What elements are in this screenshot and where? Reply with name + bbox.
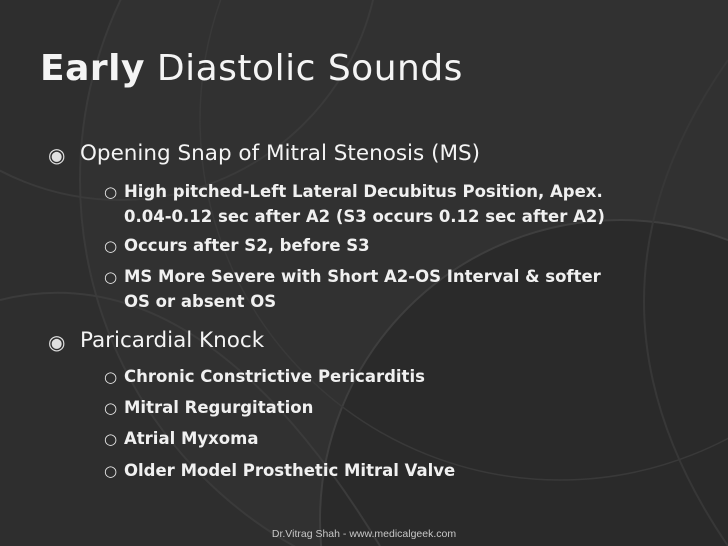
- sub-bullet-text: Older Model Prosthetic Mitral Valve: [124, 461, 456, 480]
- hollow-circle-bullet-icon: ○: [104, 183, 118, 201]
- sub-bullet-text: Mitral Regurgitation: [124, 398, 314, 417]
- sub-bullet-text: MS More Severe with Short A2-OS Interval & softer: [124, 267, 601, 286]
- section-heading-text: Opening Snap of Mitral Stenosis (MS): [80, 141, 481, 166]
- section-heading-text: Paricardial Knock: [80, 328, 265, 353]
- title-rest: Diastolic Sounds: [144, 48, 463, 89]
- title-bold: Early: [40, 48, 145, 89]
- circle-dot-bullet-icon: ◉: [48, 330, 66, 354]
- hollow-circle-bullet-icon: ○: [104, 462, 118, 480]
- sub-bullet-text: High pitched-Left Lateral Decubitus Position, Apex.: [124, 182, 603, 201]
- sub-bullet-text: 0.04-0.12 sec after A2 (S3 occurs 0.12 sec after A2): [124, 207, 605, 226]
- hollow-circle-bullet-icon: ○: [104, 237, 118, 255]
- slide-title: [40, 48, 463, 89]
- sub-bullet-text: Occurs after S2, before S3: [124, 236, 370, 255]
- hollow-circle-bullet-icon: ○: [104, 268, 118, 286]
- sub-bullet-text: Atrial Myxoma: [124, 429, 259, 448]
- hollow-circle-bullet-icon: ○: [104, 368, 118, 386]
- sub-bullet-text: OS or absent OS: [124, 292, 277, 311]
- hollow-circle-bullet-icon: ○: [104, 430, 118, 448]
- hollow-circle-bullet-icon: ○: [104, 399, 118, 417]
- sub-bullet-text: Chronic Constrictive Pericarditis: [124, 367, 425, 386]
- circle-dot-bullet-icon: ◉: [48, 143, 66, 167]
- footer-credit: Dr.Vitrag Shah - www.medicalgeek.com: [271, 528, 457, 540]
